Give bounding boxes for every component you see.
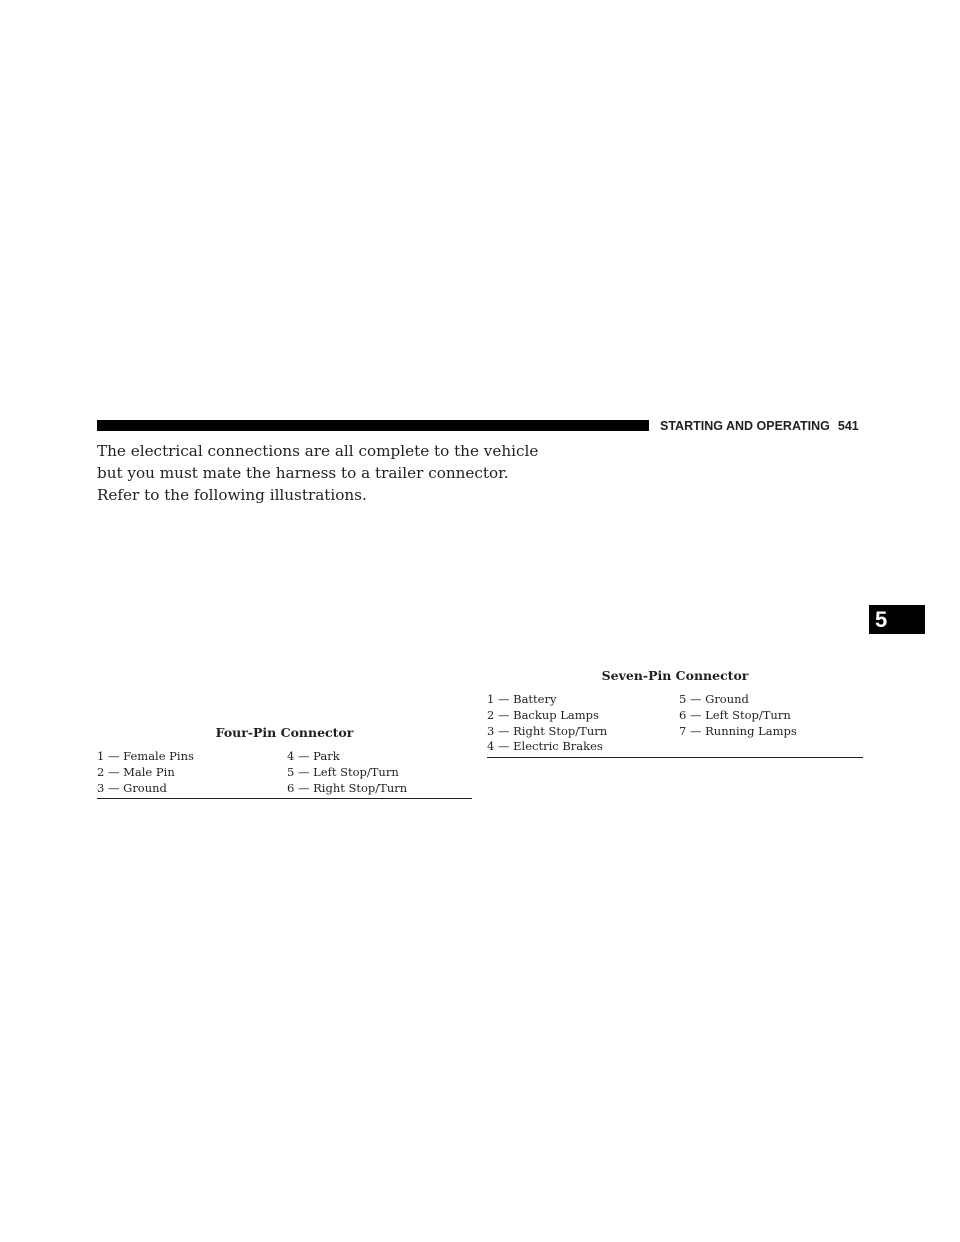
figure-caption: Seven-Pin Connector (601, 668, 749, 683)
intro-line: but you must mate the harness to a trailer connector. (97, 464, 509, 482)
intro-paragraph (97, 440, 539, 506)
legend-item: 4 — Electric Brakes (487, 739, 603, 754)
figure-caption: Four-Pin Connector (215, 725, 354, 740)
legend-rule (97, 798, 472, 799)
page-number: 541 (837, 419, 859, 433)
section-title: STARTING AND OPERATING (660, 419, 830, 433)
legend-item: 2 — Male Pin (97, 764, 175, 779)
four-pin-connector-figure (97, 725, 472, 799)
figure-legend (487, 692, 863, 755)
legend-item: 5 — Left Stop/Turn (287, 764, 399, 779)
running-header (660, 418, 864, 434)
legend-rule (487, 757, 863, 758)
chapter-tab: 5 (869, 605, 925, 634)
legend-item: 1 — Female Pins (97, 749, 194, 763)
legend-item: 6 — Left Stop/Turn (679, 707, 791, 722)
figure-legend (97, 749, 472, 796)
legend-item: 6 — Right Stop/Turn (287, 780, 408, 795)
legend-column (679, 692, 797, 755)
legend-item: 3 — Ground (97, 780, 167, 795)
legend-item: 7 — Running Lamps (679, 723, 797, 738)
legend-item: 2 — Backup Lamps (487, 707, 599, 722)
legend-column (487, 692, 679, 755)
legend-item: 1 — Battery (487, 692, 557, 706)
legend-item: 3 — Right Stop/Turn (487, 723, 608, 738)
legend-item: 4 — Park (287, 749, 340, 763)
legend-column (97, 749, 287, 796)
seven-pin-connector-figure (487, 668, 863, 758)
header-rule-bar (97, 420, 649, 431)
legend-item: 5 — Ground (679, 692, 749, 706)
intro-line: The electrical connections are all complete to the vehicle (97, 442, 539, 460)
intro-line: Refer to the following illustrations. (97, 486, 367, 504)
legend-column (287, 749, 407, 796)
